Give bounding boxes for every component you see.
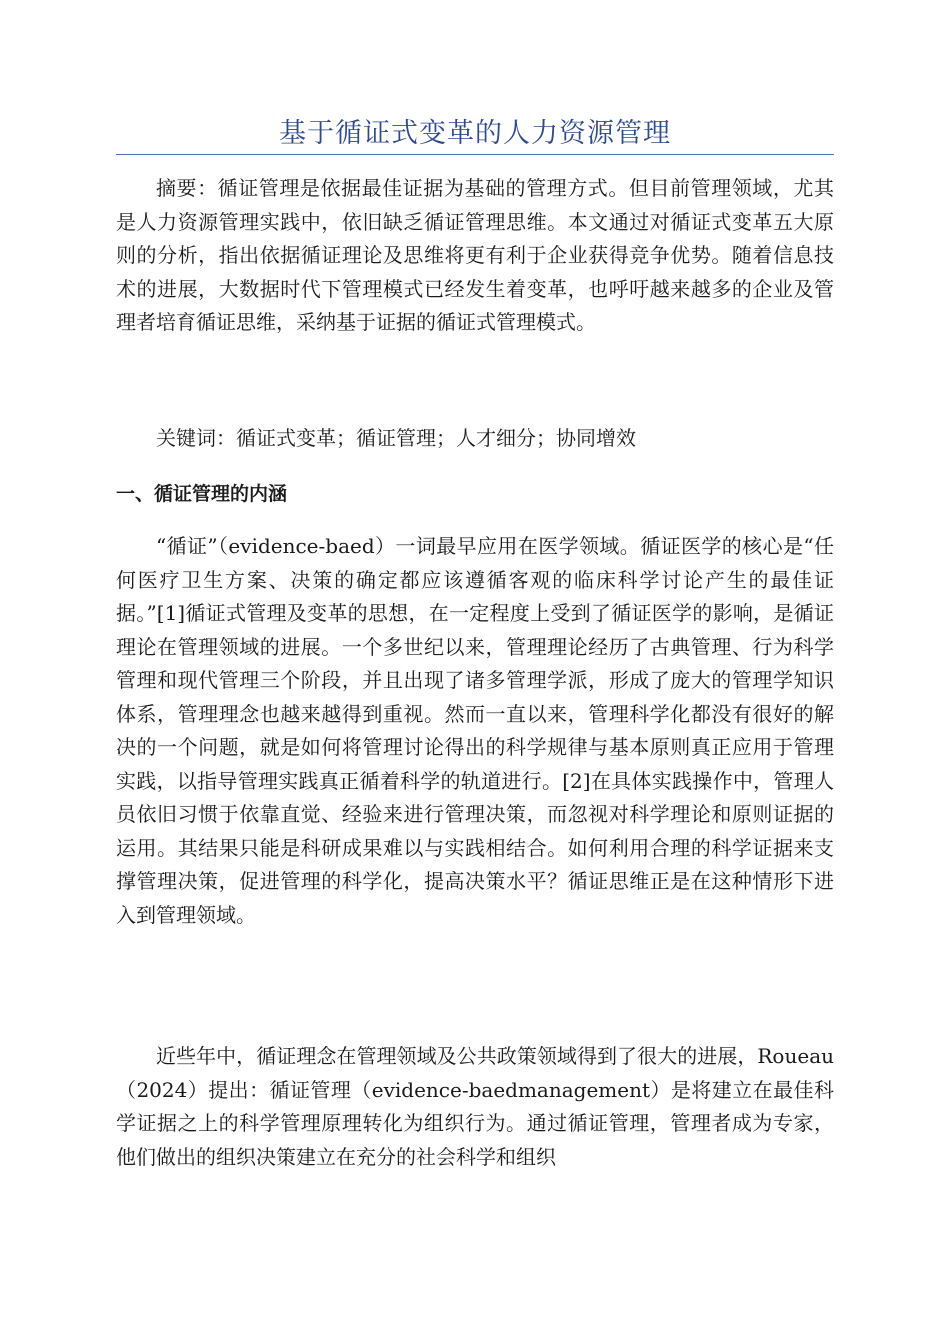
document-title: 基于循证式变革的人力资源管理 <box>279 118 671 149</box>
abstract-paragraph: 摘要：循证管理是依据最佳证据为基础的管理方式。但目前管理领域，尤其是人力资源管理实践中，依旧缺乏循证管理思维。本文通过对循证式变革五大原则的分析，指出依据循证理论及思维将更有利于企业获得竞争优势。随着信息技术的进展，大数据时代下管理模式已经发生着变革，也呼吁越来越多的企业及管理者培育循证思维，采纳基于证据的循证式管理模式。 <box>116 176 834 334</box>
section-heading: 一、循证管理的内涵 <box>116 483 288 505</box>
body-paragraph-1: “循证”（evidence-baed）一词最早应用在医学领域。循证医学的核心是“任何医疗卫生方案、决策的确定都应该遵循客观的临床科学讨论产生的最佳证据。”[1]循证式管理及变革的思想，在一定程度上受到了循证医学的影响，是循证理论在管理领域的进展。一个多世纪以来，管理理论经历了古典管理、行为科学管理和现代管理三个阶段，并且出现了诸多管理学派，形成了庞大的管理学知识体系，管理理念也越来越得到重视。然而一直以来，管理科学化都没有很好的解决的一个问题，就是如何将管理讨论得出的科学规律与基本原则真正应用于管理实践，以指导管理实践真正循着科学的轨道进行。[2]在具体实践操作中，管理人员依旧习惯于依靠直觉、经验来进行管理决策，而忽视对科学理论和原则证据的运用。其结果只能是科研成果难以与实践相结合。如何利用合理的科学证据来支撑管理决策，促进管理的科学化，提高决策水平？循证思维正是在这种情形下进入到管理领域。 <box>116 534 834 927</box>
body-paragraph-2: 近些年中，循证理念在管理领域及公共政策领域得到了很大的进展，Roueau（2024）提出：循证管理（evidence-baedmanagement）是将建立在最佳科学证据之上的科学管理原理转化为组织行为。通过循证管理，管理者成为专家，他们做出的组织决策建立在充分的社会科学和组织 <box>116 1044 834 1169</box>
title-underline <box>116 154 834 155</box>
keywords-line: 关键词：循证式变革；循证管理；人才细分；协同增效 <box>156 426 636 450</box>
